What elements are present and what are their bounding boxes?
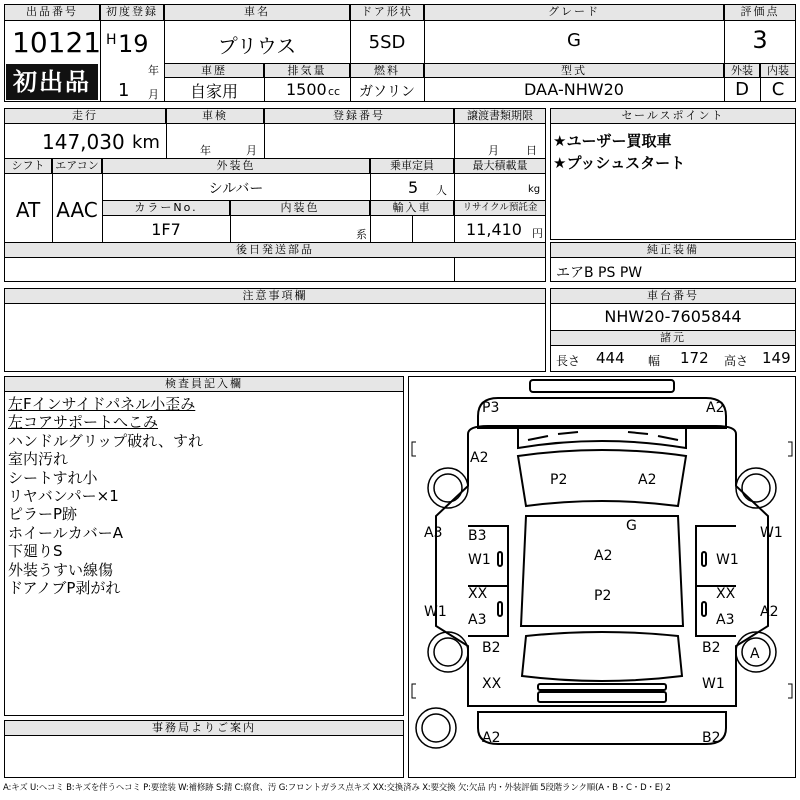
height: 149 <box>762 349 791 367</box>
shift: AT <box>15 198 41 222</box>
note-line: シートすれ小 <box>8 468 98 487</box>
equipment: エアB PS PW <box>556 265 643 281</box>
mileage-unit: km <box>132 132 160 153</box>
load-label: 最大積載量 <box>454 158 546 174</box>
history-label: 車歴 <box>164 63 264 78</box>
inspector-label: 検査員記入欄 <box>4 376 404 392</box>
office-label: 事務局よりご案内 <box>4 720 404 736</box>
damage-mark: A3 <box>468 612 487 628</box>
year-unit: 年 <box>148 64 159 77</box>
car-outline <box>408 376 796 778</box>
aircon-label: エアコン <box>52 158 102 174</box>
damage-mark: W1 <box>468 552 491 568</box>
note-line: ピラーP跡 <box>8 505 78 524</box>
int-grade: C <box>771 79 785 100</box>
damage-mark: A3 <box>424 525 443 541</box>
equip-label: 純正装備 <box>550 242 796 258</box>
name-label: 車名 <box>164 4 350 21</box>
insp-month-unit: 月 <box>246 144 257 157</box>
sales-point-2: ★プッシュスタート <box>553 154 686 172</box>
damage-mark: A2 <box>482 730 501 746</box>
grade: G <box>567 30 581 51</box>
seats-label: 乗車定員 <box>370 158 454 174</box>
note-line: リヤバンパー×1 <box>8 487 119 506</box>
door-type: 5SD <box>368 32 406 53</box>
grade-label: グレード <box>424 4 724 21</box>
history: 自家用 <box>189 82 238 101</box>
length-label: 長さ <box>556 354 581 368</box>
mileage: 147,030 <box>42 130 125 154</box>
sales-point-1: ★ユーザー買取車 <box>553 132 672 150</box>
reg-year: 19 <box>118 30 149 58</box>
transfer-day-unit: 日 <box>526 144 537 157</box>
damage-mark: A2 <box>706 400 725 416</box>
height-label: 高さ <box>724 354 749 368</box>
month-unit: 月 <box>148 88 159 101</box>
interior-unit: 系 <box>356 228 367 241</box>
note-line: 外装うすい線傷 <box>8 560 114 579</box>
color-label: 外装色 <box>102 158 370 174</box>
damage-mark: A3 <box>716 612 735 628</box>
import-label: 輸入車 <box>370 200 454 216</box>
shift-label: シフト <box>4 158 52 174</box>
damage-mark: XX <box>482 676 502 692</box>
reg-label: 初度登録 <box>100 4 164 21</box>
damage-mark: W1 <box>702 676 725 692</box>
damage-mark: A2 <box>594 548 613 564</box>
insp-year-unit: 年 <box>200 144 211 157</box>
inspection-label: 車検 <box>166 108 264 124</box>
delivery-label: 後日発送部品 <box>4 242 546 258</box>
dims-label: 諸元 <box>550 330 796 346</box>
regno-label: 登録番号 <box>264 108 454 124</box>
lot-number: 10121 <box>12 26 102 59</box>
fuel: ガソリン <box>359 84 415 100</box>
reg-month: 1 <box>118 80 130 101</box>
recycle-label: リサイクル預託金 <box>454 200 546 216</box>
int-label: 内装 <box>760 63 796 78</box>
aircon: AAC <box>56 198 98 222</box>
inspector-notes <box>8 395 400 597</box>
transfer-month-unit: 月 <box>488 144 499 157</box>
damage-mark: P2 <box>594 588 612 604</box>
car-name: プリウス <box>217 34 297 58</box>
colorno-label: カラーNo. <box>102 200 230 216</box>
sales-block <box>550 108 796 240</box>
model-label: 型式 <box>424 63 724 78</box>
note-line: 左Fインサイドパネル小歪み <box>8 395 196 413</box>
damage-mark: P2 <box>550 472 568 488</box>
score-label: 評価点 <box>724 4 796 21</box>
damage-mark: B3 <box>468 528 487 544</box>
damage-mark: P3 <box>482 400 500 416</box>
damage-mark: W1 <box>424 604 447 620</box>
load-unit: kg <box>528 184 541 195</box>
colorno: 1F7 <box>151 220 181 239</box>
recycle-unit: 円 <box>532 227 543 240</box>
damage-mark: G <box>626 518 637 534</box>
displacement-label: 排気量 <box>264 63 350 78</box>
caution-label: 注意事項欄 <box>4 288 546 304</box>
damage-mark: A2 <box>760 604 779 620</box>
damage-mark: A <box>750 646 760 662</box>
chassis-label: 車台番号 <box>550 288 796 304</box>
width: 172 <box>680 349 709 367</box>
seats-unit: 人 <box>436 184 447 197</box>
damage-mark: XX <box>716 586 736 602</box>
damage-mark: B2 <box>702 730 721 746</box>
legend-footer: A:キズ U:ヘコミ B:キズを伴うヘコミ P:要塗装 W:補修跡 S:錆 C:腐食、汚 G:フロントガラス点キズ XX:交換済み X:要交換 欠:欠品 内・外装評価 5段階ランク順(A・B・C・D・E) 2 <box>3 783 671 793</box>
model: DAA-NHW20 <box>524 80 624 99</box>
mileage-label: 走行 <box>4 108 166 124</box>
note-line: ドアノブP剥がれ <box>8 579 121 598</box>
chassis-number: NHW20-7605844 <box>604 307 742 326</box>
width-label: 幅 <box>648 354 661 368</box>
first-listing-badge: 初出品 <box>6 64 98 100</box>
displacement-unit: cc <box>328 85 341 98</box>
damage-mark: A2 <box>470 450 489 466</box>
damage-mark: B2 <box>702 640 721 656</box>
sales-label: セールスポイント <box>550 108 796 124</box>
note-line: ホイールカバーA <box>8 523 123 542</box>
color: シルバー <box>208 181 264 197</box>
ext-label: 外装 <box>724 63 760 78</box>
transfer-label: 譲渡書類期限 <box>454 108 546 124</box>
note-line: ハンドルグリップ破れ、すれ <box>8 431 204 450</box>
note-line: 室内汚れ <box>8 450 69 469</box>
note-line: 下廻りS <box>8 542 63 561</box>
damage-mark: B2 <box>482 640 501 656</box>
seats: 5 <box>408 178 419 197</box>
damage-mark: A2 <box>638 472 657 488</box>
reg-era: H <box>106 32 117 48</box>
recycle: 11,410 <box>466 220 522 239</box>
interior-label: 内装色 <box>230 200 370 216</box>
fuel-label: 燃料 <box>350 63 424 78</box>
length: 444 <box>596 349 625 367</box>
door-label: ドア形状 <box>350 4 424 21</box>
ext-grade: D <box>735 79 749 100</box>
lot-label: 出品番号 <box>4 4 100 21</box>
damage-mark: W1 <box>716 552 739 568</box>
damage-mark: W1 <box>760 525 783 541</box>
displacement: 1500 <box>286 80 327 99</box>
score: 3 <box>752 26 768 54</box>
note-line: 左コアサポートへこみ <box>8 413 159 432</box>
damage-mark: XX <box>468 586 488 602</box>
